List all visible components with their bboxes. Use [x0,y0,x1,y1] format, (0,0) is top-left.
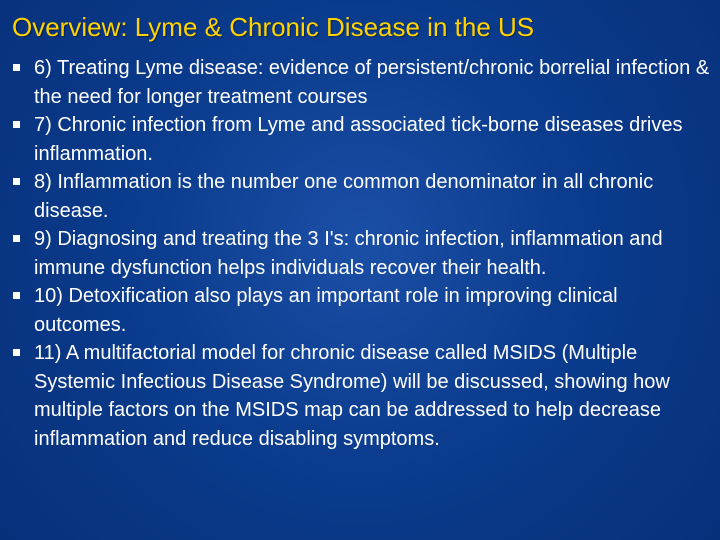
bullet-text: 11) A multifactorial model for chronic disease called MSIDS (Multiple Systemic Infectious Disease Syndrome) will be discussed, showing how multiple factors on the MSIDS map can be addressed to help decrease inflammation and reduce disabling symptoms. [34,342,670,450]
bullet-item [0,168,720,225]
slide-title: Overview: Lyme & Chronic Disease in the US [12,12,535,42]
bullet-item [0,54,720,111]
square-bullet-icon [13,235,20,242]
bullet-item [0,339,720,453]
square-bullet-icon [13,349,20,356]
bullet-item [0,111,720,168]
bullet-text: 8) Inflammation is the number one common denominator in all chronic disease. [34,171,654,222]
bullet-text: 10) Detoxification also plays an important role in improving clinical outcomes. [34,285,618,336]
bullet-text: 7) Chronic infection from Lyme and associated tick-borne diseases drives inflammation. [34,114,683,165]
bullet-text: 9) Diagnosing and treating the 3 I's: chronic infection, inflammation and immune dysfunction helps individuals recover their health. [34,228,663,279]
square-bullet-icon [13,121,20,128]
square-bullet-icon [13,64,20,71]
square-bullet-icon [13,292,20,299]
bullet-list [0,54,720,453]
bullet-text: 6) Treating Lyme disease: evidence of persistent/chronic borrelial infection & the need for longer treatment courses [34,57,710,108]
square-bullet-icon [13,178,20,185]
bullet-item [0,225,720,282]
bullet-item [0,282,720,339]
